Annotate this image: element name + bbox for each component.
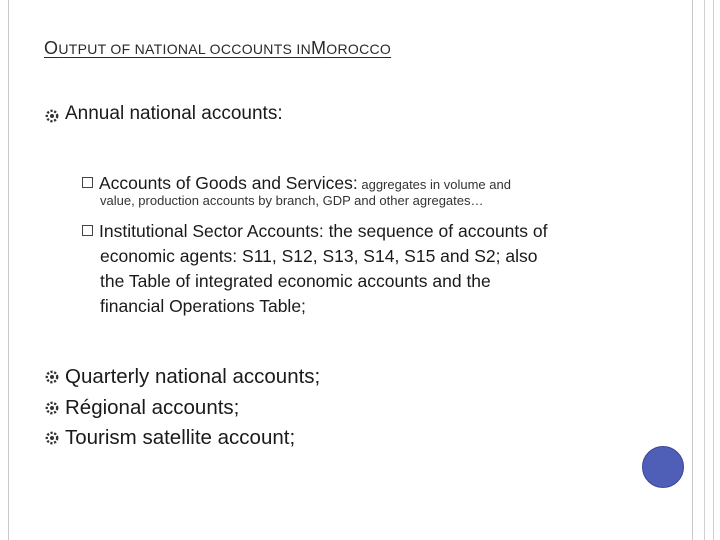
gear-icon bbox=[44, 400, 60, 416]
list-item: Quarterly national accounts; bbox=[44, 362, 320, 393]
bullet-annual-text: Annual national accounts: bbox=[65, 103, 283, 124]
sub-item-line: financial Operations Table; bbox=[100, 296, 306, 316]
gear-icon bbox=[44, 430, 60, 446]
sub-item-line: Institutional Sector Accounts: the sequence of accounts of bbox=[82, 219, 642, 244]
list-item: Régional accounts; bbox=[44, 393, 320, 424]
checkbox-icon bbox=[82, 225, 93, 236]
sub-item-tail: aggregates in volume and bbox=[357, 177, 511, 192]
accent-circle bbox=[642, 446, 684, 488]
sub-item-institutional-sector bbox=[82, 219, 642, 319]
slide-title: OUTPUT OF NATIONAL OCCOUNTS INMOROCCO bbox=[44, 38, 392, 58]
bullet-list bbox=[44, 362, 320, 454]
gear-icon bbox=[44, 369, 60, 385]
sub-item-line: economic agents: S11, S12, S13, S14, S15 and S2; also bbox=[100, 246, 538, 266]
sub-item-line: the Table of integrated economic accounts and the bbox=[100, 271, 491, 291]
sub-item-continuation: value, production accounts by branch, GDP and other agregates… bbox=[100, 193, 484, 208]
gear-icon bbox=[44, 108, 60, 124]
sub-item-goods-services bbox=[82, 173, 511, 194]
sub-item-lead: Accounts of Goods and Services: bbox=[99, 173, 358, 193]
list-item: Tourism satellite account; bbox=[44, 423, 320, 454]
checkbox-icon bbox=[82, 177, 93, 188]
slide-edge-decoration bbox=[704, 0, 714, 540]
